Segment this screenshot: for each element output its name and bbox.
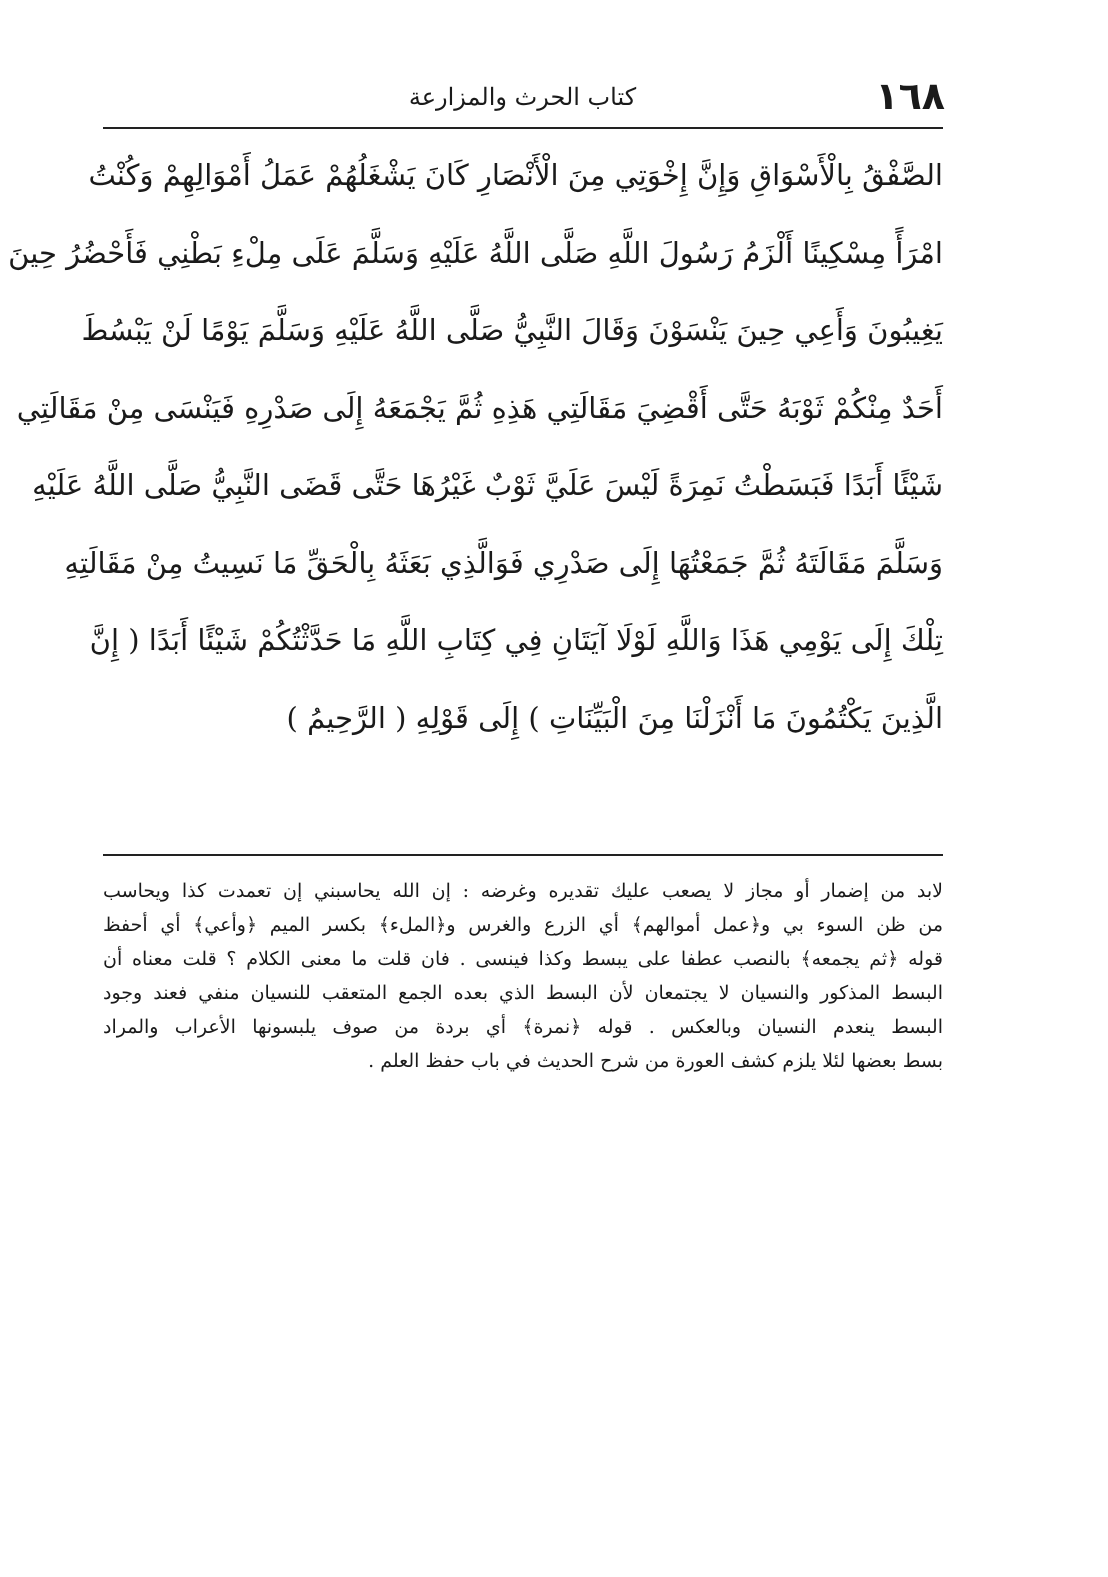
- footnote-divider: [103, 854, 943, 856]
- footnote-line: من ظن السوء بي و﴿عمل أموالهم﴾ أي الزرع والغرس و﴿الملء﴾ بكسر الميم ﴿وأعي﴾ أي أحفظ: [103, 914, 943, 936]
- running-title: كتاب الحرث والمزارعة: [408, 83, 637, 111]
- text-line: وَسَلَّمَ مَقَالَتَهُ ثُمَّ جَمَعْتُهَا إِلَى صَدْرِي فَوَالَّذِي بَعَثَهُ بِالْحَقِّ مَا نَسِيتُ مِنْ مَقَالَتِهِ: [64, 545, 943, 580]
- footnote-line: بسط بعضها لئلا يلزم كشف العورة من شرح الحديث في باب حفظ العلم .: [368, 1050, 943, 1072]
- footnotes-block: [103, 874, 943, 1078]
- page-header: [100, 70, 945, 122]
- text-line: امْرَأً مِسْكِينًا أَلْزَمُ رَسُولَ اللَّهِ صَلَّى اللَّهُ عَلَيْهِ وَسَلَّمَ عَلَى مِلْءِ بَطْنِي فَأَحْضُرُ حِينَ: [8, 235, 943, 270]
- text-line: شَيْئًا أَبَدًا فَبَسَطْتُ نَمِرَةً لَيْسَ عَلَيَّ ثَوْبٌ غَيْرُهَا حَتَّى قَضَى النَّبِيُّ صَلَّى اللَّهُ عَلَيْهِ: [32, 468, 943, 502]
- footnote-line: البسط ينعدم النسيان وبالعكس . قوله ﴿نمرة﴾ أي بردة من صوف يلبسونها الأعراب والمراد: [103, 1016, 943, 1038]
- footnote-line: قوله ﴿ثم يجمعه﴾ بالنصب عطفا على يبسط وكذا فينسى . فان قلت ما معنى الكلام ؟ قلت معناه أن: [103, 948, 943, 970]
- text-line: تِلْكَ إِلَى يَوْمِي هَذَا وَاللَّهِ لَوْلَا آيَتَانِ فِي كِتَابِ اللَّهِ مَا حَدَّثْتُكُمْ شَيْئًا أَبَدًا ( إِنَّ: [89, 623, 943, 657]
- header-divider: [103, 127, 943, 129]
- footnote-line: لابد من إضمار أو مجاز لا يصعب عليك تقديره وغرضه : إن الله يحاسبني إن تعمدت كذا ويحاسب: [103, 880, 943, 902]
- text-line: الصَّفْقُ بِالْأَسْوَاقِ وَإِنَّ إِخْوَتِي مِنَ الْأَنْصَارِ كَانَ يَشْغَلُهُمْ عَمَلُ أَمْوَالِهِمْ وَكُنْتُ: [88, 158, 943, 192]
- text-line: يَغِيبُونَ وَأَعِي حِينَ يَنْسَوْنَ وَقَالَ النَّبِيُّ صَلَّى اللَّهُ عَلَيْهِ وَسَلَّمَ يَوْمًا لَنْ يَبْسُطَ: [81, 313, 943, 347]
- footnote-line: البسط المذكور والنسيان لا يجتمعان لأن البسط الذي بعده الجمع المتعقب للنسيان منفي فعند وجود: [103, 982, 943, 1004]
- main-text-block: [8, 137, 943, 757]
- text-line: الَّذِينَ يَكْتُمُونَ مَا أَنْزَلْنَا مِنَ الْبَيِّنَاتِ ) إِلَى قَوْلِهِ ( الرَّحِيمُ ): [286, 700, 943, 735]
- text-line: أَحَدٌ مِنْكُمْ ثَوْبَهُ حَتَّى أَقْضِيَ مَقَالَتِي هَذِهِ ثُمَّ يَجْمَعَهُ إِلَى صَدْرِهِ فَيَنْسَى مِنْ مَقَالَتِي: [16, 390, 943, 425]
- page-number: ١٦٨: [875, 74, 945, 118]
